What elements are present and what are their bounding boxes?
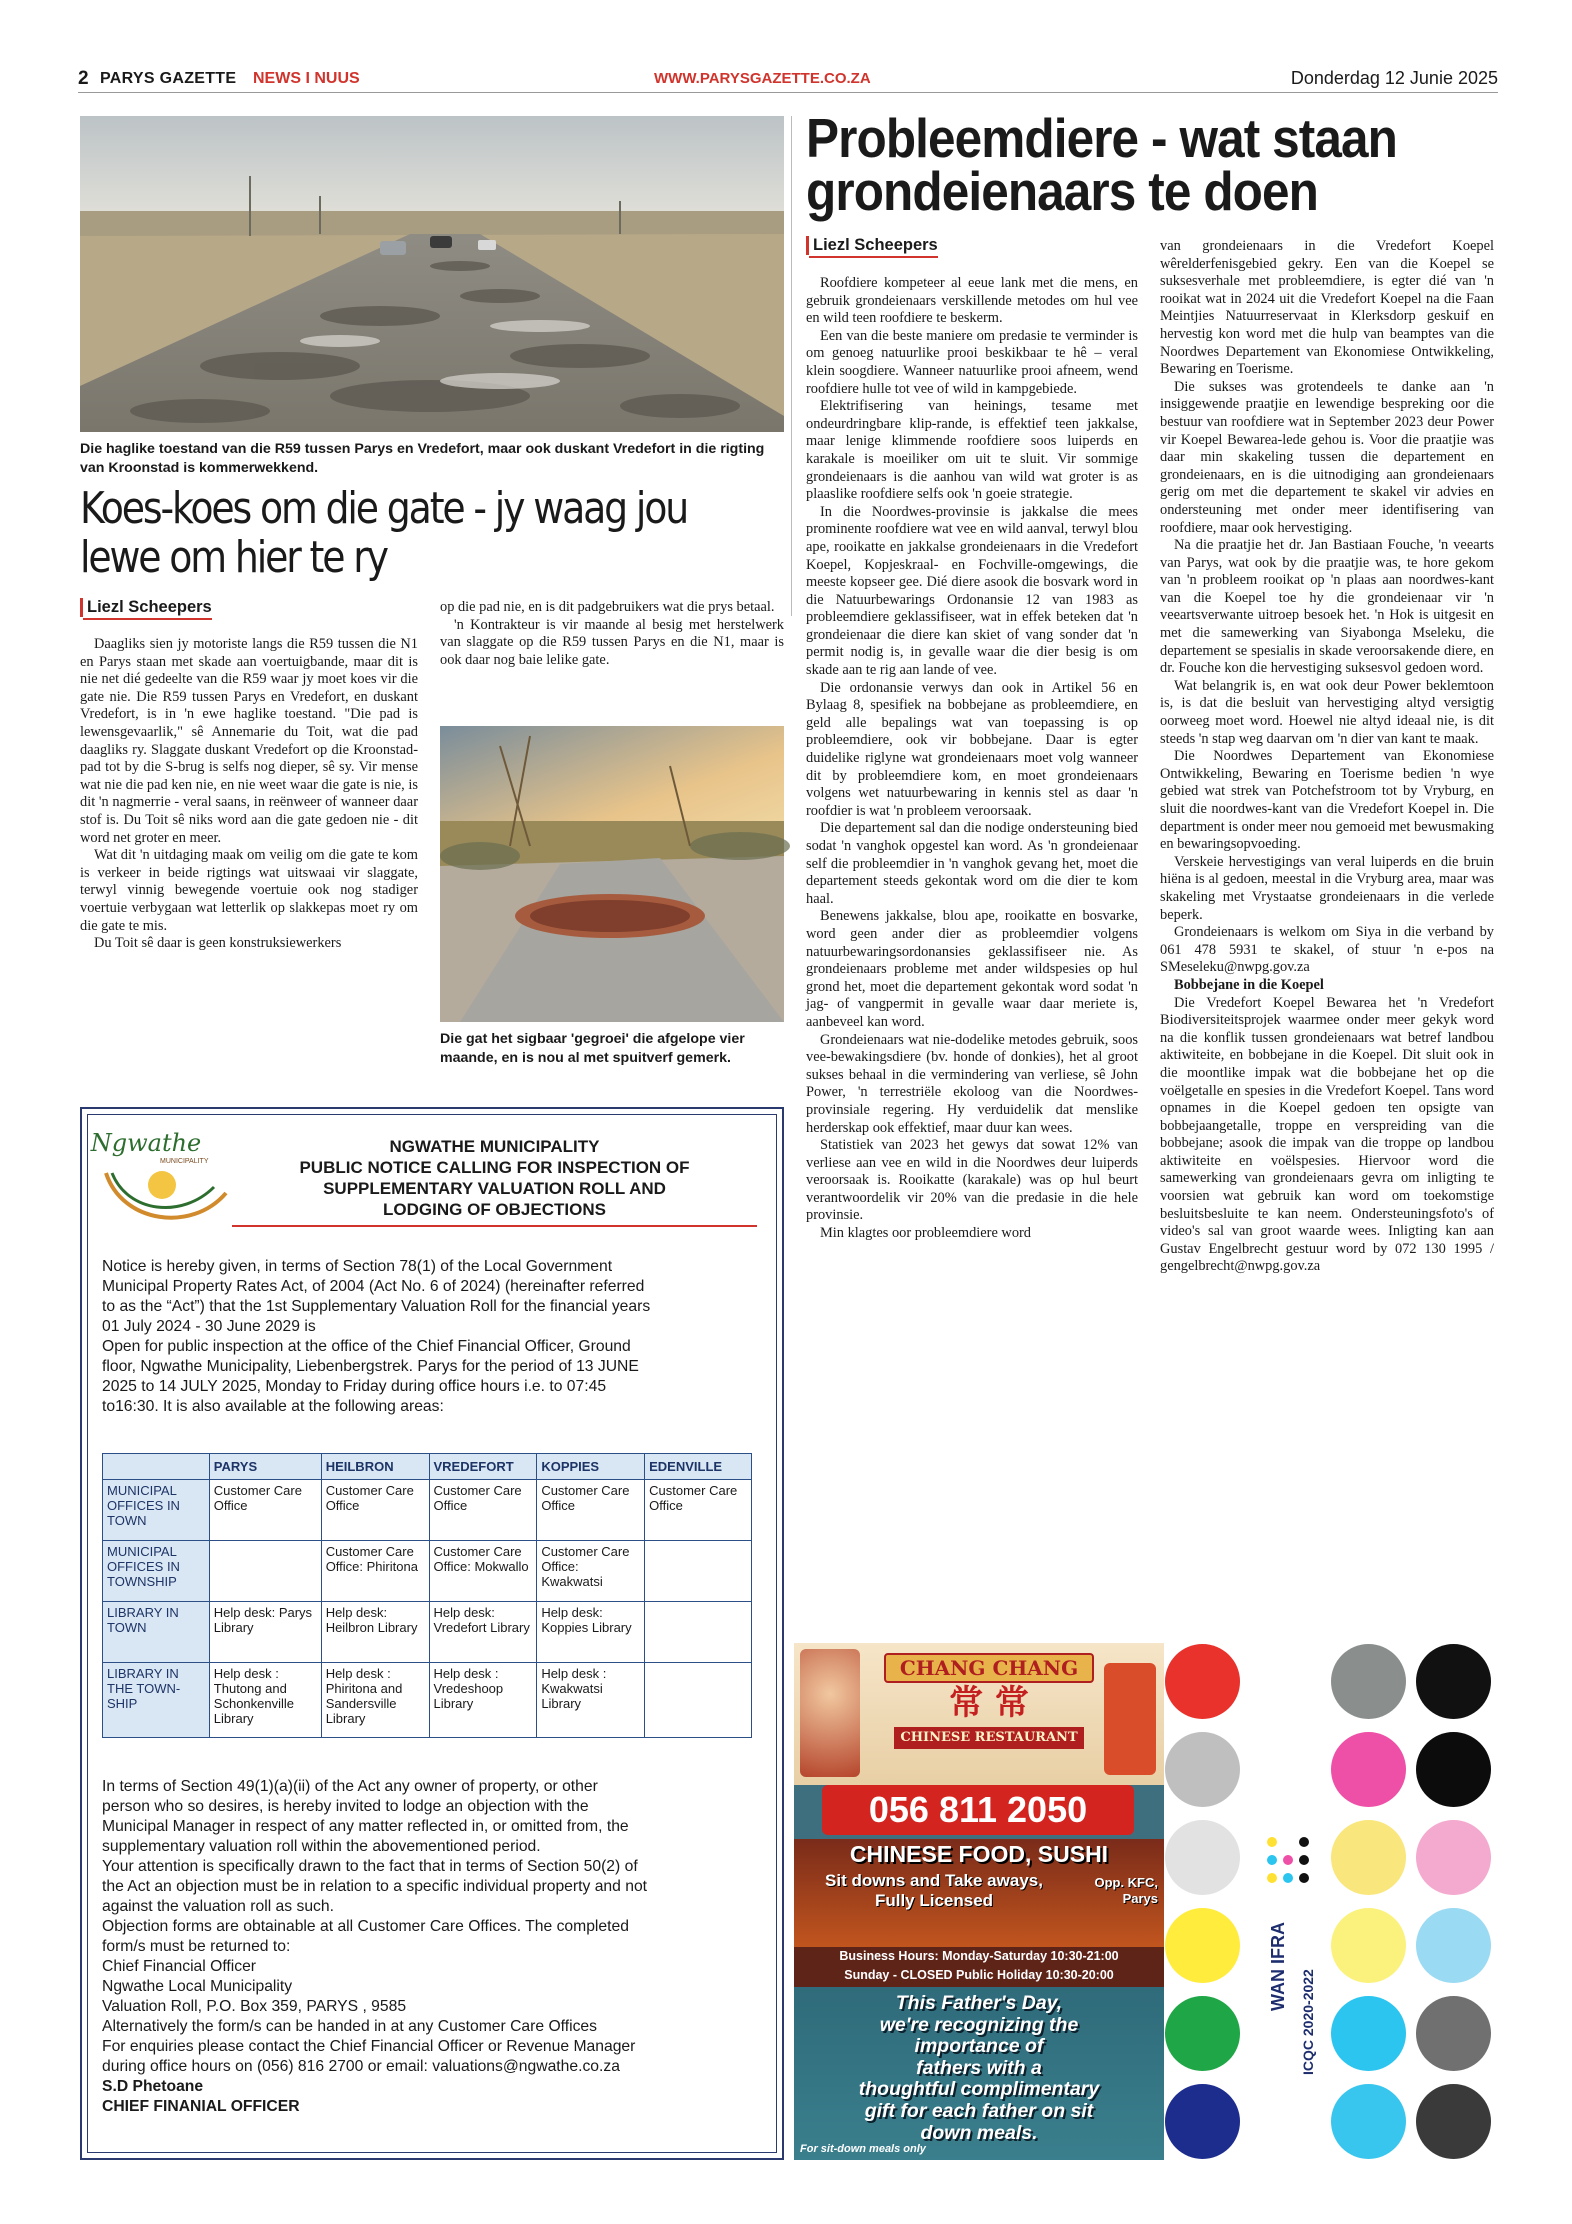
paragraph: Roofdiere kompeteer al eeue lank met die mens, en gebruik grondeienaars verskillende metodes om hul vee en wild teen roofdiere te beskerm.	[806, 275, 1138, 327]
table-header: HEILBRON	[321, 1454, 429, 1480]
ad-chinese-name: 常 常	[949, 1683, 1029, 1723]
colour-dot	[1165, 1644, 1240, 1719]
notice-line: person who so desires, is hereby invited to lodge an objection with the	[102, 1798, 589, 1815]
table-cell: Help desk : Phiritona and Sandersville Library	[321, 1663, 429, 1738]
ad-mascot-icon	[800, 1649, 860, 1777]
table-cell: Help desk: Heilbron Library	[321, 1602, 429, 1663]
notice-title	[232, 1136, 757, 1220]
colour-dot	[1416, 1820, 1491, 1895]
ad-service-line: Fully Licensed	[874, 1891, 994, 1910]
notice-line: Alternatively the form/s can be handed in at any Customer Care Offices	[102, 2018, 597, 2035]
ad-restaurant-name: CHANG CHANG	[884, 1653, 1094, 1683]
pothole-closeup-photo	[440, 726, 784, 1022]
notice-title-line: NGWATHE MUNICIPALITY	[389, 1137, 600, 1156]
article1-column-1	[80, 636, 418, 953]
ad-promo-line: importance of	[914, 2035, 1044, 2058]
paragraph: Benewens jakkalse, blou ape, rooikatte en bosvarke, word geen ander dier as probleemdier volgens natuurbewaringsordonansies geklassifiseer nie. As grondeienaars probleme met ander wildspesies op hul grond het, moet die departement gekontak word sodat 'n jag- of vangpermit in gevalle waar daar meriete is, aanbeveel kan word.	[806, 908, 1138, 1030]
paragraph: van grondeienaars in die Vredefort Koepel wêrelderfenisgebied gekry. Een van die Koepel se suksesverhale met probleemdiere, is egter dié van 'n rooikat wat in 2024 uit die Vredefort Koepel na die Faan Meintjies Natuurreservaat in Klerksdorp geskuif en hervestig kon word met die hulp van beamptes van die Noordwes Departement van Ekonomiese Ontwikkeling, Bewaring en Toerisme.	[1160, 238, 1494, 378]
ad-food-type: CHINESE FOOD, SUSHI	[849, 1841, 1109, 1867]
notice-line: Chief Financial Officer	[102, 1958, 257, 1975]
notice-line[interactable]: during office hours on (056) 816 2700 or email: valuations@ngwathe.co.za	[102, 2058, 620, 2075]
paragraph: op die pad nie, en is dit padgebruikers wat die prys betaal.	[440, 599, 775, 615]
ngwathe-logo	[90, 1123, 230, 1227]
ad-promo-line: gift for each father on sit	[864, 2099, 1094, 2122]
colour-dot	[1331, 2084, 1406, 2159]
colour-dot	[1165, 1732, 1240, 1807]
ad-food-photo	[1104, 1663, 1156, 1775]
r59-road-photo	[80, 116, 784, 432]
notice-line: Ngwathe Local Municipality	[102, 1978, 293, 1995]
paragraph: Min klagtes oor probleemdiere word	[820, 1225, 1032, 1242]
table-cell: Customer Care Office: Mokwallo	[429, 1541, 537, 1602]
colour-dot	[1165, 1908, 1240, 1983]
paragraph: Wat dit 'n uitdaging maak om veilig om die gate te kom is verkeer in beide rigtings wat uitswaai vir slaggate, terwyl vinnig bewegende voertuie ook nog stadiger voertuie verbygaan wat letterlik op slakkepas moet ry om die gate te mis.	[80, 847, 418, 934]
colour-dot	[1331, 1644, 1406, 1719]
wan-ifra-logo: WAN IFRA	[1268, 1922, 1288, 2011]
table-cell: Help desk: Vredefort Library	[429, 1602, 537, 1663]
signatory-name: S.D Phetoane	[102, 2078, 204, 2095]
table-row	[103, 1480, 752, 1541]
ad-promo-line: down meals.	[920, 2121, 1038, 2144]
colour-dot	[1331, 1908, 1406, 1983]
ad-tagline: CHINESE RESTAURANT	[894, 1727, 1084, 1749]
colour-dot	[1416, 1732, 1491, 1807]
table-cell: Customer Care Office	[429, 1480, 537, 1541]
paragraph: Statistiek van 2023 het gewys dat sowat 12% van verliese aan vee en wild in die Noordwes deur luiperds veroorsaak is. Rooikatte (karakale) was op hul beurt verantwoordelik vir 20% van die predasie in die hele provinsie.	[806, 1137, 1138, 1224]
masthead-rule	[78, 92, 1498, 93]
headline-potholes	[80, 484, 784, 588]
paper-name: PARYS GAZETTE	[100, 70, 237, 87]
table-cell: Help desk: Koppies Library	[537, 1602, 645, 1663]
notice-line: Municipal Manager in respect of any matter reflected in, or omitted from, the	[102, 1818, 629, 1835]
valuation-locations-table	[102, 1453, 752, 1738]
paragraph: Elektrifisering van heinings, tesame met ondeurdringbare klip-rande, is effektief teen jakkalse, maar lenige klimmende roofdiere soos luiperds en karakale is moeiliker om uit te sluit. Vir sommige grondeienaars is die aanhou van wild wat groter is as plaaslike roofdiere selfs ook 'n goeie strategie.	[806, 398, 1138, 503]
chang-chang-advert[interactable]	[794, 1643, 1164, 2160]
table-cell: Customer Care Office	[321, 1480, 429, 1541]
logo-sub: MUNICIPALITY	[160, 1158, 209, 1165]
paragraph: Die departement sal dan die nodige ondersteuning bied sodat 'n vanghok opgestel kan word. As 'n grondeienaar self die probleemdier in 'n vanghok gevang het, moet die departement steeds gekontak word om die dier te kom haal.	[806, 820, 1138, 907]
municipal-notice	[80, 1107, 784, 2160]
table-cell	[645, 1541, 752, 1602]
headline-line-1: Koes-koes om die gate - jy waag jou	[80, 483, 688, 534]
ad-fathers-day-promo	[804, 1993, 1154, 2144]
ad-hours-line: Business Hours: Monday-Saturday 10:30-21:00	[839, 1949, 1119, 1963]
notice-closing	[102, 1777, 772, 2117]
table-cell: Customer Care Office	[645, 1480, 752, 1541]
issue-date: Donderdag 12 Junie 2025	[1290, 68, 1498, 88]
table-header: VREDEFORT	[429, 1454, 537, 1480]
site-url[interactable]: WWW.PARYSGAZETTE.CO.ZA	[654, 70, 871, 87]
notice-line: against the valuation roll as such.	[102, 1898, 334, 1915]
colour-dot	[1416, 1996, 1491, 2071]
notice-line: Valuation Roll, P.O. Box 359, PARYS , 9585	[102, 1998, 407, 2015]
paragraph: Die sukses was grotendeels te danke aan 'n insiggewende praatjie en lewendige bespreking oor die bestuur van roofdiere wat in September 2023 deur Power vir Koepel Bewarea-lede gehou is. Voor die praatjie was daar min skakeling tussen die departement en grondeienaars, en is die uitnodiging aan grondeienaars gerig om met die departement te skakel vir advies en ondersteuning met onder meer identifisering van roofdiere, maar ook hervestiging.	[1160, 378, 1494, 536]
table-header-row	[103, 1454, 752, 1480]
notice-title-rule	[232, 1225, 757, 1227]
colour-dot	[1416, 1644, 1491, 1719]
paragraph: Na die praatjie het dr. Jan Bastiaan Fouche, 'n veearts van Parys, wat ook by die praatjie was, te hore gekom van 'n probleem rooikat op 'n plaas aan noordwes-kant van die Koepel toe hy die grondeienaar vir 'n veeartsverwante uitroep besoek het. 'n Hok is uitgesit en met die samewerking van Siyabonga Mseleku, die departement se spesialis in skade veroorsakende diere, en dr. Fouche kon die hervestiging suksesvol gedoen word.	[1160, 537, 1494, 677]
article2-column-1	[806, 275, 1138, 1243]
row-header: MUNICIPAL OFFICES IN TOWN	[103, 1480, 210, 1541]
iqc-label: ICQC 2020-2022	[1300, 1969, 1316, 2075]
table-cell: Help desk : Kwakwatsi Library	[537, 1663, 645, 1738]
ad-hours-line: Sunday - CLOSED Public Holiday 10:30-20:00	[844, 1968, 1114, 1982]
notice-line: In terms of Section 49(1)(a)(ii) of the Act any owner of property, or other	[102, 1778, 598, 1795]
row-header: LIBRARY IN TOWN	[103, 1602, 210, 1663]
paragraph: Verskeie hervestigings van veral luiperds en die bruin hiëna is al gedoen, meestal in die Vryburg area, maar was skakeling met Vrystaatse grondeienaars in die verlede beperk.	[1160, 853, 1494, 923]
notice-line: Objection forms are obtainable at all Customer Care Offices. The completed	[102, 1918, 629, 1935]
table-cell: Help desk: Parys Library	[209, 1602, 321, 1663]
notice-line: the Act an objection must be in relation to a specific individual property and not	[102, 1878, 648, 1895]
article2-column-2	[1160, 238, 1494, 1276]
page-number: 2	[78, 68, 89, 89]
print-colour-bar	[1164, 1643, 1504, 2178]
row-header: MUNICIPAL OFFICES IN TOWNSHIP	[103, 1541, 210, 1602]
masthead	[78, 66, 1498, 92]
colour-dot	[1416, 1908, 1491, 1983]
table-header: EDENVILLE	[645, 1454, 752, 1480]
table-cell	[209, 1541, 321, 1602]
headline-line-2: lewe om hier te ry	[80, 532, 387, 583]
notice-line: Municipal Property Rates Act, of 2004 (Act No. 6 of 2024) (hereinafter referred	[102, 1278, 645, 1295]
notice-line: form/s must be returned to:	[102, 1938, 291, 1955]
table-row	[103, 1541, 752, 1602]
colour-dot	[1331, 1996, 1406, 2071]
notice-line: Open for public inspection at the office of the Chief Financial Officer, Ground	[102, 1338, 631, 1355]
paragraph: Grondeienaars wat nie-dodelike metodes gebruik, soos vee-bewakingsdiere (bv. honde of donkies), het al groot sukses behaal in die vermindering van verliese, sê John Power, 'n terrestriële ekoloog van die Noordwes-provinsiale regering. Hy verduidelik dat menslike herderskap ook effektief, maar duur kan wees.	[806, 1031, 1138, 1136]
table-cell: Customer Care Office: Phiritona	[321, 1541, 429, 1602]
photo-caption-pothole: Die gat het sigbaar 'gegroei' die afgelope vier maande, en is nou al met spuitverf gemerk.	[440, 1031, 745, 1066]
paragraph: Die Noordwes Departement van Ekonomiese Ontwikkeling, Bewaring en Toerisme bedien 'n wye gebied wat strek van Potchefstroom tot by Vryburg, en sluit die noordwes-kant van die Vredefort Koepel in. Die department is onder meer nou gemoeid met bewusmaking en bewaringsopvoeding.	[1160, 748, 1494, 853]
article1-column-2	[440, 599, 784, 669]
headline-problem-animals	[806, 107, 1506, 222]
notice-line: to16:30. It is also available at the following areas:	[102, 1398, 444, 1415]
headline-line-1: Probleemdiere - wat staan	[806, 107, 1397, 169]
colour-dot	[1165, 2084, 1240, 2159]
headline-line-2: grondeienaars te doen	[806, 160, 1318, 222]
paragraph: In die Noordwes-provinsie is jakkalse die mees prominente roofdiere wat vee en wild aanval, terwyl blou ape, rooikatte en jakkalse grondeienaars in die Vredefort Koepel, Kopjeskraal- en Fochville-omgewings, die meeste kopseer gee. Dié diere asook die bosvark word in die Natuurbewarings Ordonansie 12 van 1983 as probleemdiere geklassifiseer, wat in effek beteken dat 'n grondeienaar die diere kan skiet of vang sonder dat 'n permit nodig is, in gevalle waar die dier besig is om skade aan te rig aan lande of vee.	[806, 503, 1138, 679]
notice-title-line: PUBLIC NOTICE CALLING FOR INSPECTION OF	[299, 1158, 690, 1177]
paragraph: Een van die beste maniere om predasie te verminder is om genoeg natuurlike prooi beskikbaar te hê – veral klein soogdiere. Wanneer natuurlike prooi afneem, wend roofdiere hulle tot vee of wild in kampgebiede.	[806, 327, 1138, 397]
colour-dot	[1416, 2084, 1491, 2159]
logo-wordmark: Ngwathe	[90, 1129, 202, 1157]
notice-line: Notice is hereby given, in terms of Section 78(1) of the Local Government	[102, 1258, 613, 1275]
colour-dot	[1165, 1996, 1240, 2071]
column-divider	[791, 116, 792, 616]
row-header: LIBRARY IN THE TOWN-SHIP	[103, 1663, 210, 1738]
ad-promo-line: fathers with a	[916, 2056, 1042, 2079]
table-cell: Help desk : Vredeshoop Library	[429, 1663, 537, 1738]
ad-promo-line: thoughtful complimentary	[858, 2078, 1100, 2101]
ad-service	[804, 1871, 1064, 1911]
table-header	[103, 1454, 210, 1480]
colour-dot	[1331, 1732, 1406, 1807]
signatory-title: CHIEF FINANIAL OFFICER	[102, 2098, 300, 2115]
paragraph: Du Toit sê daar is geen konstruksiewerkers	[94, 935, 342, 952]
ad-phone-number[interactable]: 056 811 2050	[822, 1785, 1134, 1835]
registration-marks	[1266, 1836, 1316, 1900]
notice-line: 2025 to 14 JULY 2025, Monday to Friday during office hours i.e. to 07:45	[102, 1378, 607, 1395]
ad-hours	[794, 1947, 1164, 1987]
notice-line: Your attention is specifically drawn to the fact that in terms of Section 50(2) of	[102, 1858, 638, 1875]
subheading-baboons: Bobbejane in die Koepel	[1174, 976, 1324, 993]
byline-article1: Liezl Scheepers	[80, 598, 212, 617]
wan-ifra-badge	[1268, 1922, 1330, 2123]
notice-line: floor, Ngwathe Municipality, Liebenbergstrek. Parys for the period of 13 JUNE	[102, 1358, 639, 1375]
table-header: PARYS	[209, 1454, 321, 1480]
table-cell	[645, 1602, 752, 1663]
notice-line: For enquiries please contact the Chief Financial Officer or Revenue Manager	[102, 2038, 636, 2055]
colour-dot	[1331, 1820, 1406, 1895]
table-cell	[645, 1663, 752, 1738]
notice-line: to as the “Act”) that the 1st Supplementary Valuation Roll for the financial years	[102, 1298, 651, 1315]
notice-title-line: LODGING OF OBJECTIONS	[383, 1200, 606, 1219]
colour-dot	[1165, 1820, 1240, 1895]
ad-location	[1066, 1875, 1158, 1907]
table-cell: Customer Care Office	[209, 1480, 321, 1541]
ad-promo-line: we're recognizing the	[879, 2013, 1079, 2036]
paragraph: Die Vredefort Koepel Bewarea het 'n Vredefort Biodiversiteitsprojek waarmee onder meer gekyk word na die konflik tussen grondeienaars wat betref landbou aktiwiteite, en bobbejane in die Koepel. Dit sluit ook in die moontlike impak wat die bobbejane het op die voëlgetalle en spesies in die Vredefort Koepel. Tans word opnames in die Koepel gedoen ten opsigte van bobbejaangetalle, troppe en verspreiding van die bobbejane; asook die impak van die troppe op landbou aktiwiteite en voëlspesies. Hiervoor word die samewerking van grondeienaars gevra om inligting te voorsien wat gebruik kan word om toekomstige besluitsbesluite te kan neem. Ondersteuningsfoto's of video's sal van groot waarde wees. Inligting kan aan Gustav Engelbrecht gestuur word by 072 130 1995 / gengelbrecht@nwpg.gov.za	[1160, 994, 1494, 1275]
table-row	[103, 1663, 752, 1738]
ad-promo-line: This Father's Day,	[895, 1992, 1063, 2014]
ad-location-line: Parys	[1122, 1891, 1158, 1906]
table-cell: Customer Care Office: Kwakwatsi	[537, 1541, 645, 1602]
table-cell: Customer Care Office	[537, 1480, 645, 1541]
table-row	[103, 1602, 752, 1663]
ad-footnote: For sit-down meals only	[800, 2143, 926, 2155]
section-label: NEWS I NUUS	[253, 70, 360, 87]
table-header: KOPPIES	[537, 1454, 645, 1480]
ad-location-line: Opp. KFC,	[1094, 1875, 1158, 1890]
photo-caption-road: Die haglike toestand van die R59 tussen Parys en Vredefort, maar ook duskant Vredefort in die rigting van Kroonstad is kommerwekkend.	[80, 441, 765, 476]
paragraph: Daagliks sien jy motoriste langs die R59 tussen die N1 en Parys staan met skade aan voertuigbande, maar dit is nie net dié gedeelte van die R59 waar jy moet koes vir die gate nie. Die R59 tussen Parys en Vredefort, en duskant Vredefort, is in 'n ewe haglike toestand. "Die pad is lewensgevaarlik," sê Annemarie du Toit, wat die pad daagliks ry. Slaggate duskant Vredefort op die Kroonstad-pad tot by die S-brug is selfs nog dieper, sê sy. Vir mense wat nie die pad ken nie, en nie weet waar die gate is nie, is dit 'n nagmerrie - veral saans, in reënweer of wanneer daar stof is. Du Toit sê niks word aan die gate gedoen nie - dit word net groter en meer.	[80, 636, 418, 846]
ad-service-line: Sit downs and Take aways,	[825, 1871, 1043, 1890]
paragraph: 'n Kontrakteur is vir maande al besig met herstelwerk van slaggate op die R59 tussen Parys en die N1, maar is ook daar nog baie lelike gate.	[440, 616, 784, 668]
paragraph[interactable]: Grondeienaars is welkom om Siya in die verband by 061 478 5931 te skakel, of stuur 'n e-pos na SMeseleku@nwpg.gov.za	[1160, 924, 1494, 976]
table-cell: Help desk : Thutong and Schonkenville Library	[209, 1663, 321, 1738]
paragraph: Wat belangrik is, en wat ook deur Power beklemtoon is, is dat die besluit van hervestiging altyd versigtig oorweeg moet word. Hoewel nie altyd ideaal nie, is dit steeds 'n stap weg daarvan om 'n dier van kant te maak.	[1160, 677, 1494, 747]
byline-article2: Liezl Scheepers	[806, 236, 938, 255]
notice-line: 01 July 2024 - 30 June 2029 is	[102, 1318, 316, 1335]
notice-line: supplementary valuation roll within the abovementioned period.	[102, 1838, 541, 1855]
notice-intro	[102, 1257, 772, 1417]
notice-title-line: SUPPLEMENTARY VALUATION ROLL AND	[323, 1179, 666, 1198]
paragraph: Die ordonansie verwys dan ook in Artikel 56 en Bylaag 8, spesifiek na bobbejane as probleemdiere, en geld alle bepalings wat van toepassing is op probleemdiere, ook vir bobbejane. Daar is egter duidelike riglyne wat grondeienaars moet volg wanneer dit by probleemdiere kom, en moet grondeienaars volgens wet natuurbewaring in kennis stel as daar 'n roofdier is wat 'n probleem veroorsaak.	[806, 679, 1138, 819]
